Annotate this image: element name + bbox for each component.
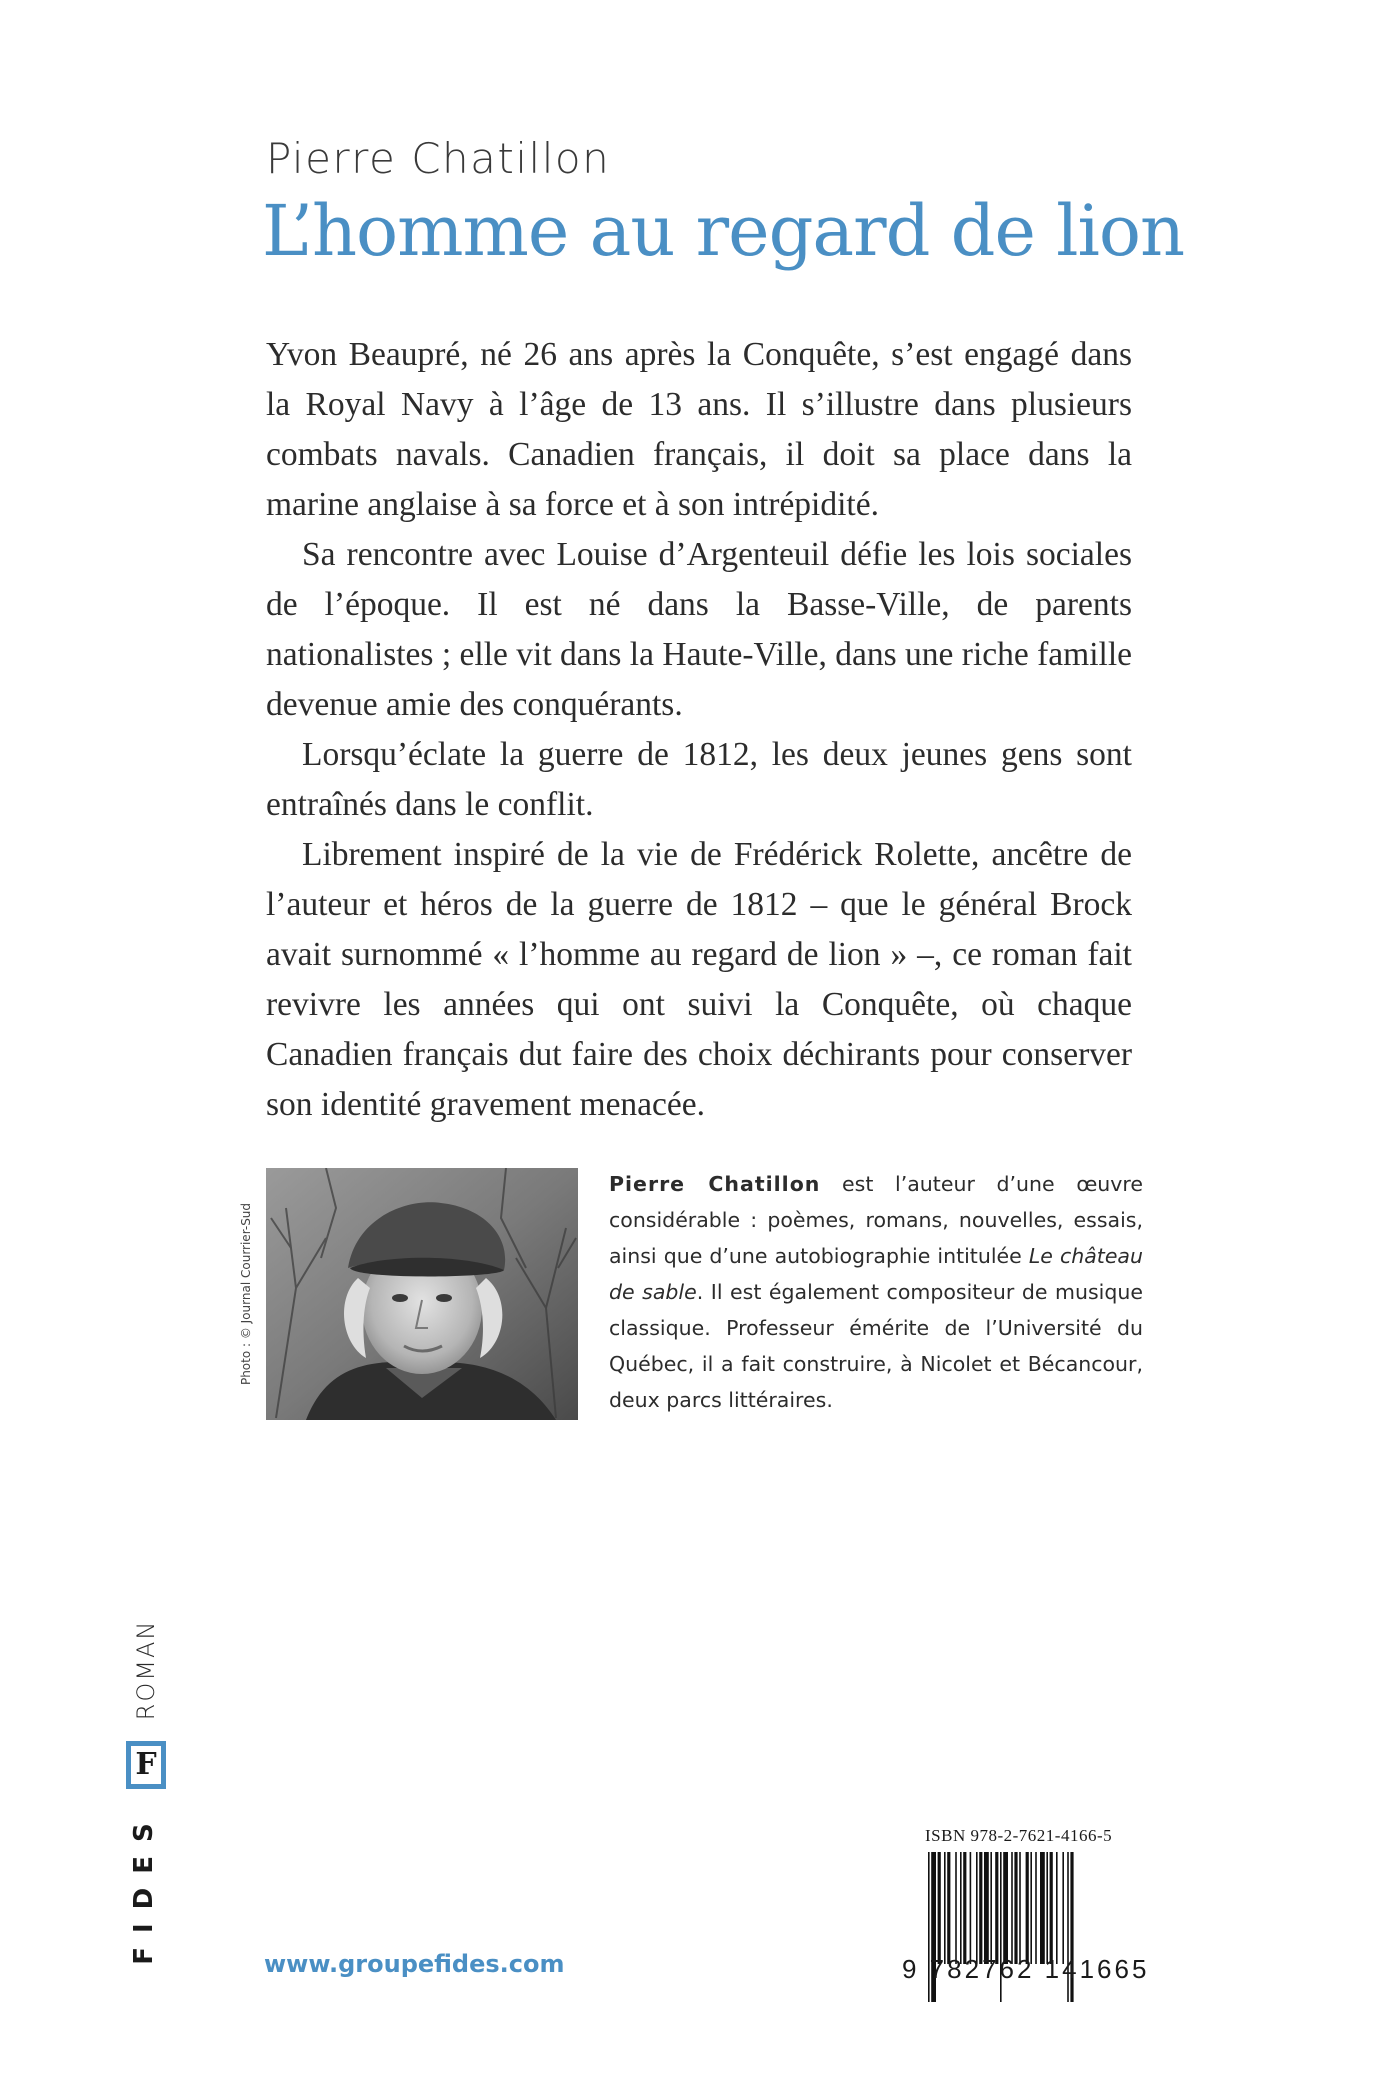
barcode-digits: 9 782762 141665 (902, 1954, 1150, 1984)
author-bio (609, 1166, 1143, 1418)
synopsis-paragraph: Yvon Beaupré, né 26 ans après la Conquête, s’est engagé dans la Royal Navy à l’âge de 13 ans. Il s’illustre dans plusieurs combats navals. Canadien français, il doit sa place dans la marine anglaise à sa force et à son intrépidité. (266, 336, 1132, 523)
book-title: L’homme au regard de lion (262, 190, 1185, 272)
logo-letter: F (131, 1746, 161, 1784)
bio-text: est l’auteur d’une œuvre considérable : poèmes, romans, nouvelles, essais, ainsi que d’une autobiographie intitulée (609, 1172, 1143, 1268)
photo-credit: Photo : © Journal Courrier-Sud (239, 1202, 253, 1386)
synopsis-paragraph: Sa rencontre avec Louise d’Argenteuil défie les lois sociales de l’époque. Il est né dans la Basse-Ville, de parents nationalistes ; elle vit dans la Haute-Ville, dans une riche famille devenue amie des conquérants. (266, 536, 1132, 723)
publisher-website-link[interactable]: www.groupefides.com (264, 1950, 565, 1978)
publisher-name: FIDES (129, 1809, 159, 1965)
synopsis-paragraph: Librement inspiré de la vie de Frédérick Rolette, ancêtre de l’auteur et héros de la guerre de 1812 – que le général Brock avait surnommé « l’homme au regard de lion » –, ce roman fait revivre les années qui ont suivi la Conquête, où chaque Canadien français dut faire des choix déchirants pour conserver son identité gravement menacée. (266, 836, 1132, 1123)
synopsis (266, 330, 1132, 1130)
author-name: Pierre Chatillon (266, 134, 611, 183)
author-portrait-image (266, 1168, 578, 1420)
bio-book-title: Le château de sable (609, 1244, 1143, 1304)
author-photo (266, 1168, 578, 1420)
isbn-label: ISBN 978-2-7621-4166-5 (925, 1826, 1113, 1845)
publisher-logo-icon (126, 1741, 166, 1789)
bio-author-name: Pierre Chatillon (609, 1172, 821, 1196)
bio-text: . Il est également compositeur de musique classique. Professeur émérite de l’Université du Québec, il a fait construire, à Nicolet et Bécancour, deux parcs littéraires. (609, 1280, 1143, 1412)
series-label: ROMAN (132, 1619, 160, 1721)
synopsis-paragraph: Lorsqu’éclate la guerre de 1812, les deux jeunes gens sont entraînés dans le conflit. (266, 736, 1132, 823)
